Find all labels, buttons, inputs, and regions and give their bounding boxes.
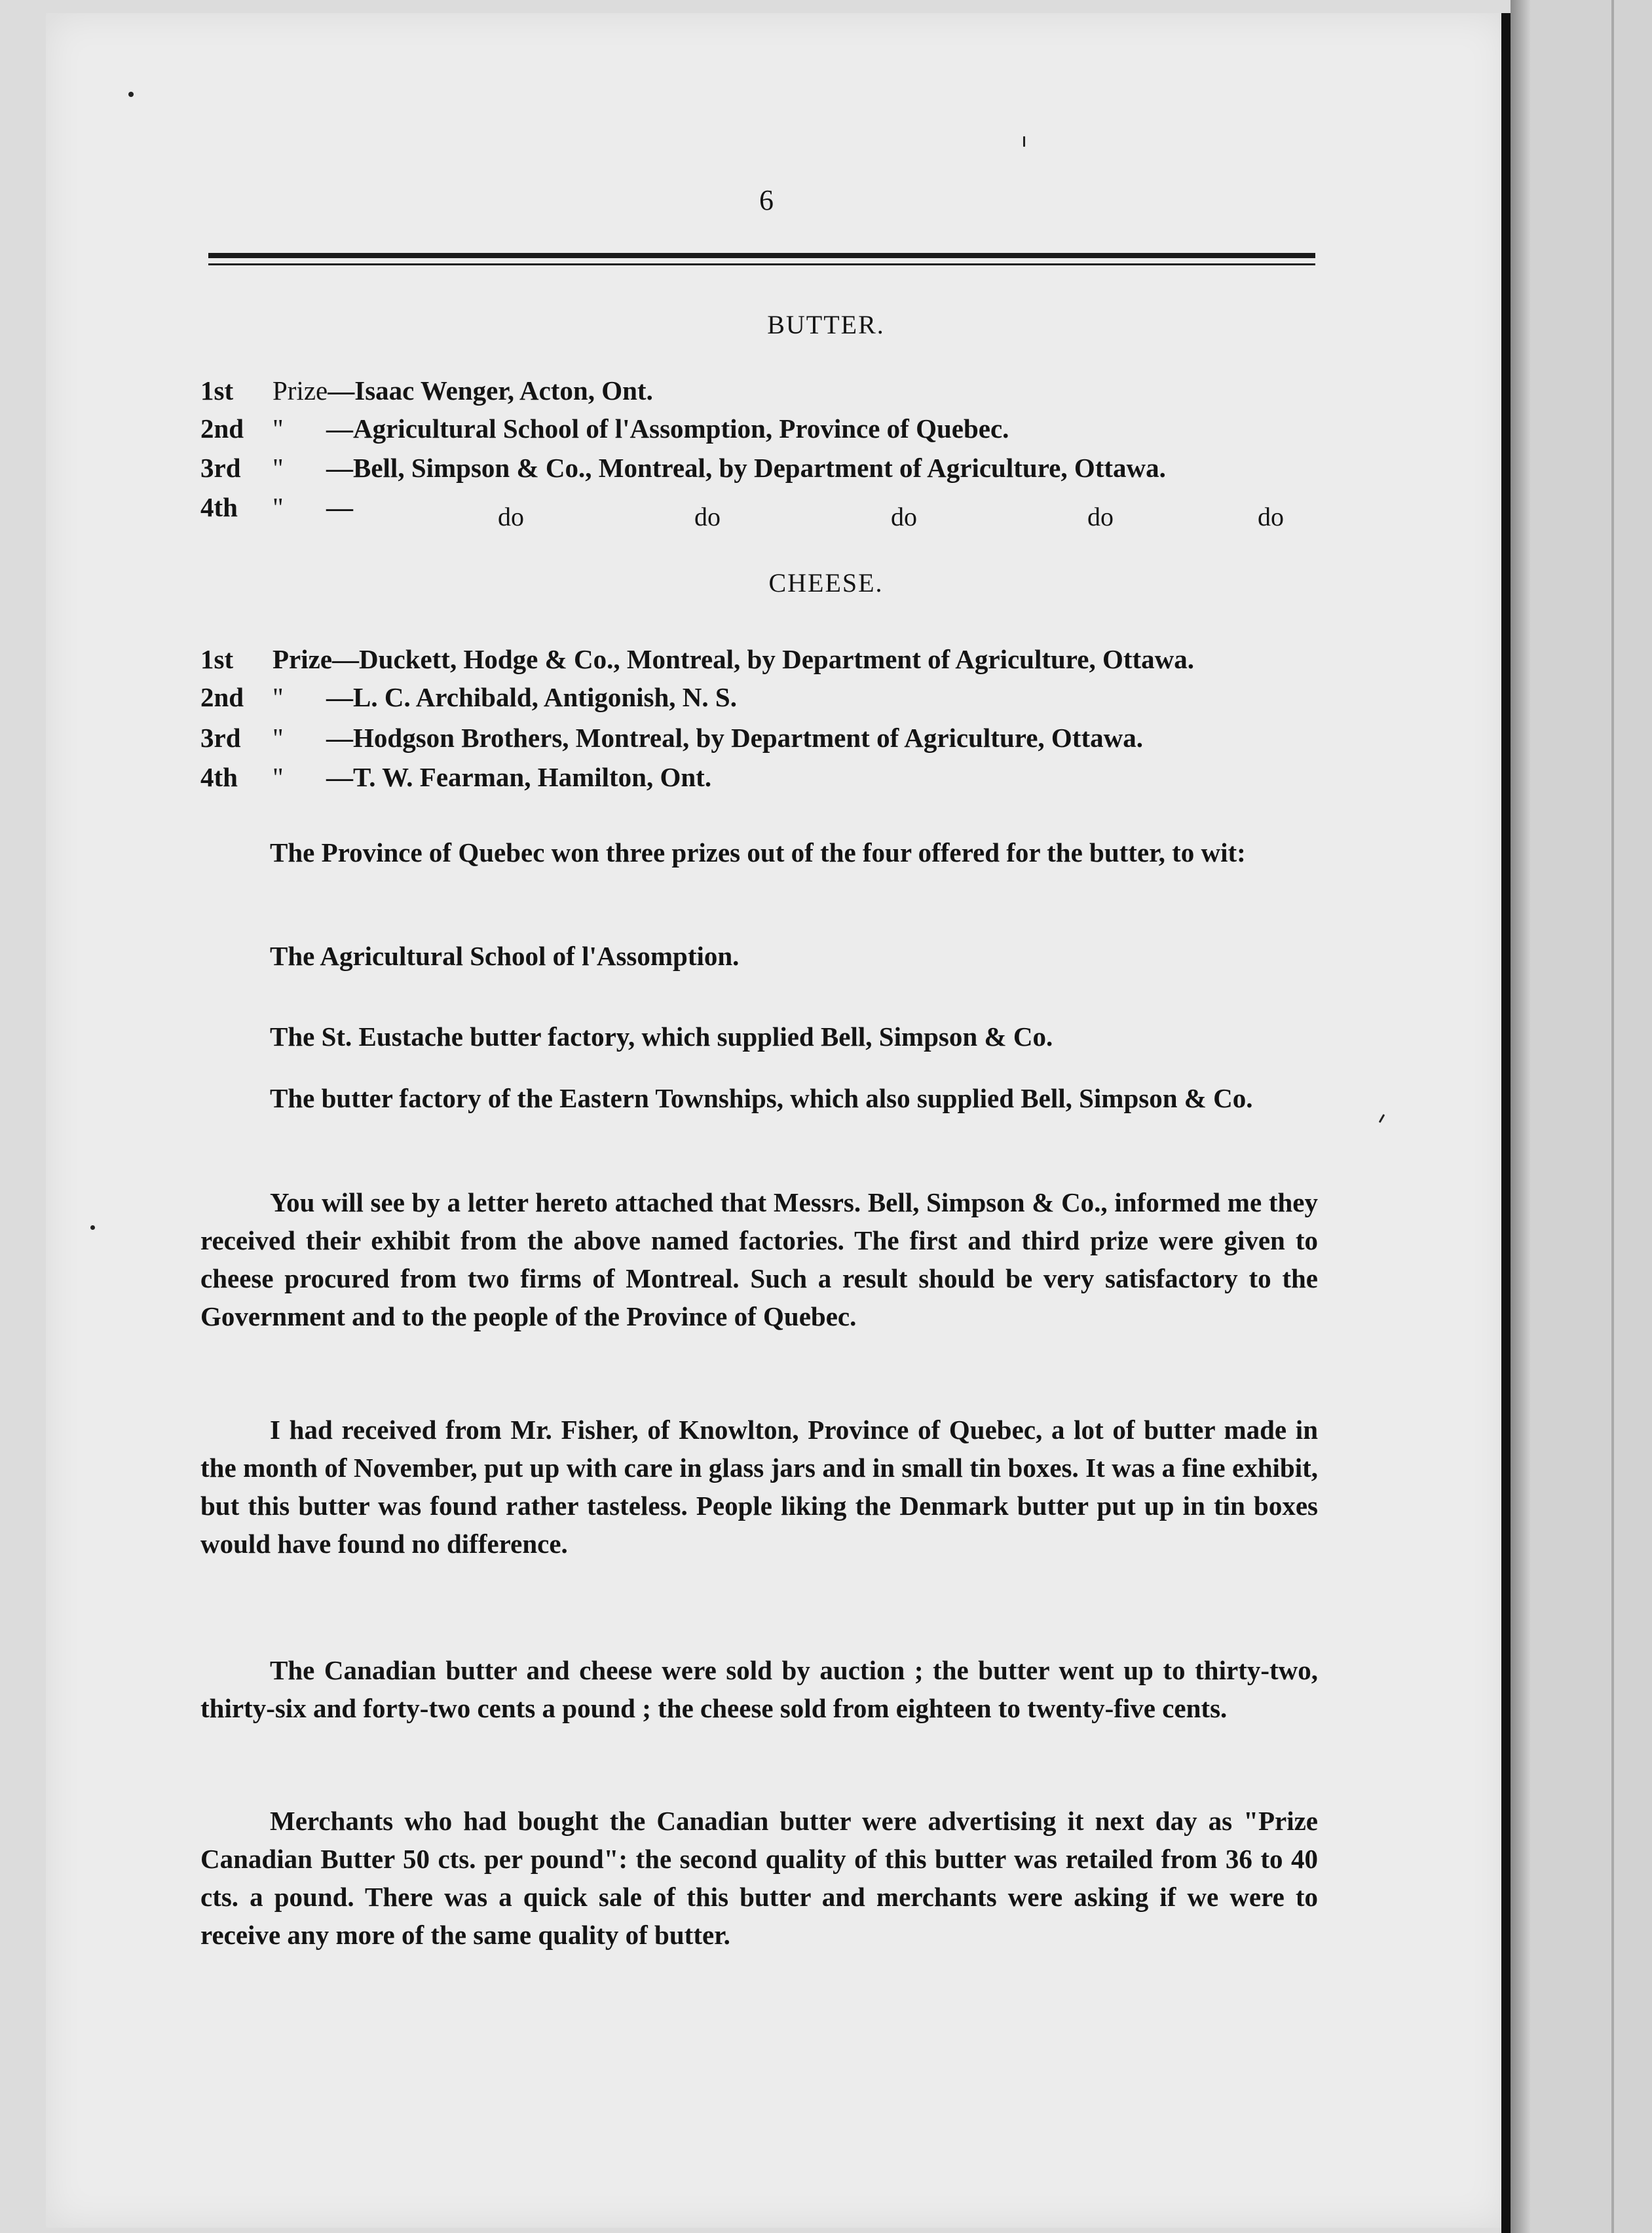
prize-text: —Hodgson Brothers, Montreal, by Department of Agriculture, Ottawa.: [326, 723, 1143, 753]
ditto-mark: do: [1087, 502, 1114, 531]
ditto-mark: do: [694, 502, 721, 531]
prize-rank: 3rd: [200, 453, 241, 483]
ditto-mark: do: [1258, 502, 1284, 531]
prize-mark: ": [272, 413, 284, 444]
ditto-mark: do: [891, 502, 917, 531]
prize-rank: 2nd: [200, 413, 244, 444]
prize-rank: 1st: [200, 375, 234, 406]
prize-rank: 4th: [200, 492, 238, 522]
prize-mark: Prize: [272, 644, 333, 674]
page-binding-edge: [1501, 13, 1511, 2233]
prize-text: —Duckett, Hodge & Co., Montreal, by Department of Agriculture, Ottawa.: [332, 644, 1195, 674]
scan-speck: [90, 1225, 95, 1230]
prize-mark: ": [272, 723, 284, 753]
butter-prize-3: [200, 452, 1166, 484]
paragraph: You will see by a letter hereto attached that Messrs. Bell, Simpson & Co., informed me they received their exhibit from the above named factories. The first and third prize were given to cheese procured from two firms of Montreal. Such a result should be very satisfactory to the Government and to the people of the Province of Quebec.: [200, 1187, 1318, 1331]
paragraph: The St. Eustache butter factory, which supplied Bell, Simpson & Co.: [270, 1021, 1053, 1052]
paragraph: The Canadian butter and cheese were sold by auction ; the butter went up to thirty-two, thirty-six and forty-two cents a pound ; the cheese sold from eighteen to twenty-five cents.: [200, 1655, 1318, 1723]
prize-rank: 2nd: [200, 682, 244, 712]
scan-speck: [1023, 136, 1025, 147]
prize-mark: ": [272, 682, 284, 712]
prize-rank: 4th: [200, 762, 238, 792]
prize-rank: 1st: [200, 644, 234, 674]
butter-prize-4: [200, 491, 353, 523]
cheese-prize-2: [200, 681, 737, 713]
prize-text: —Agricultural School of l'Assomption, Province of Quebec.: [326, 413, 1009, 444]
butter-prize-1: [200, 375, 653, 406]
paragraph: I had received from Mr. Fisher, of Knowlton, Province of Quebec, a lot of butter made in the month of November, put up with care in glass jars and in small tin boxes. It was a fine exhibit, but this butter was found rather tasteless. People liking the Denmark butter put up in tin boxes would have found no difference.: [200, 1415, 1318, 1559]
prize-mark: ": [272, 453, 284, 483]
paragraph: The butter factory of the Eastern Townships, which also supplied Bell, Simpson & Co.: [270, 1083, 1253, 1113]
page-number: 6: [759, 184, 774, 216]
prize-rank: 3rd: [200, 723, 241, 753]
ditto-mark: do: [498, 502, 524, 531]
scan-speck: [128, 92, 134, 97]
prize-mark: ": [272, 762, 284, 792]
prize-text: —T. W. Fearman, Hamilton, Ont.: [326, 762, 712, 792]
prize-text: —L. C. Archibald, Antigonish, N. S.: [326, 682, 737, 712]
header-rule: [208, 253, 1315, 258]
prize-text: —Bell, Simpson & Co., Montreal, by Department of Agriculture, Ottawa.: [326, 453, 1166, 483]
header-rule-thin: [208, 263, 1315, 265]
cheese-prize-4: [200, 761, 711, 793]
prize-text: —: [326, 492, 353, 522]
prize-mark: ": [272, 492, 284, 522]
butter-heading: BUTTER.: [767, 310, 885, 339]
butter-prize-2: [200, 413, 1009, 444]
paragraph: The Province of Quebec won three prizes out of the four offered for the butter, to wit:: [270, 837, 1246, 868]
cheese-prize-3: [200, 722, 1143, 754]
prize-mark: Prize: [272, 375, 328, 406]
prize-text: —Isaac Wenger, Acton, Ont.: [328, 375, 653, 406]
paragraph: The Agricultural School of l'Assomption.: [270, 941, 740, 971]
cheese-prize-1: [200, 643, 1194, 675]
cheese-heading: CHEESE.: [768, 568, 884, 598]
paragraph: Merchants who had bought the Canadian butter were advertising it next day as "Prize Canadian Butter 50 cts. per pound": the second quality of this butter was retailed from 36 to 40 cts. a pound. There was a quick sale of this butter and merchants were asking if we were to receive any more of the same quality of butter.: [200, 1806, 1318, 1950]
